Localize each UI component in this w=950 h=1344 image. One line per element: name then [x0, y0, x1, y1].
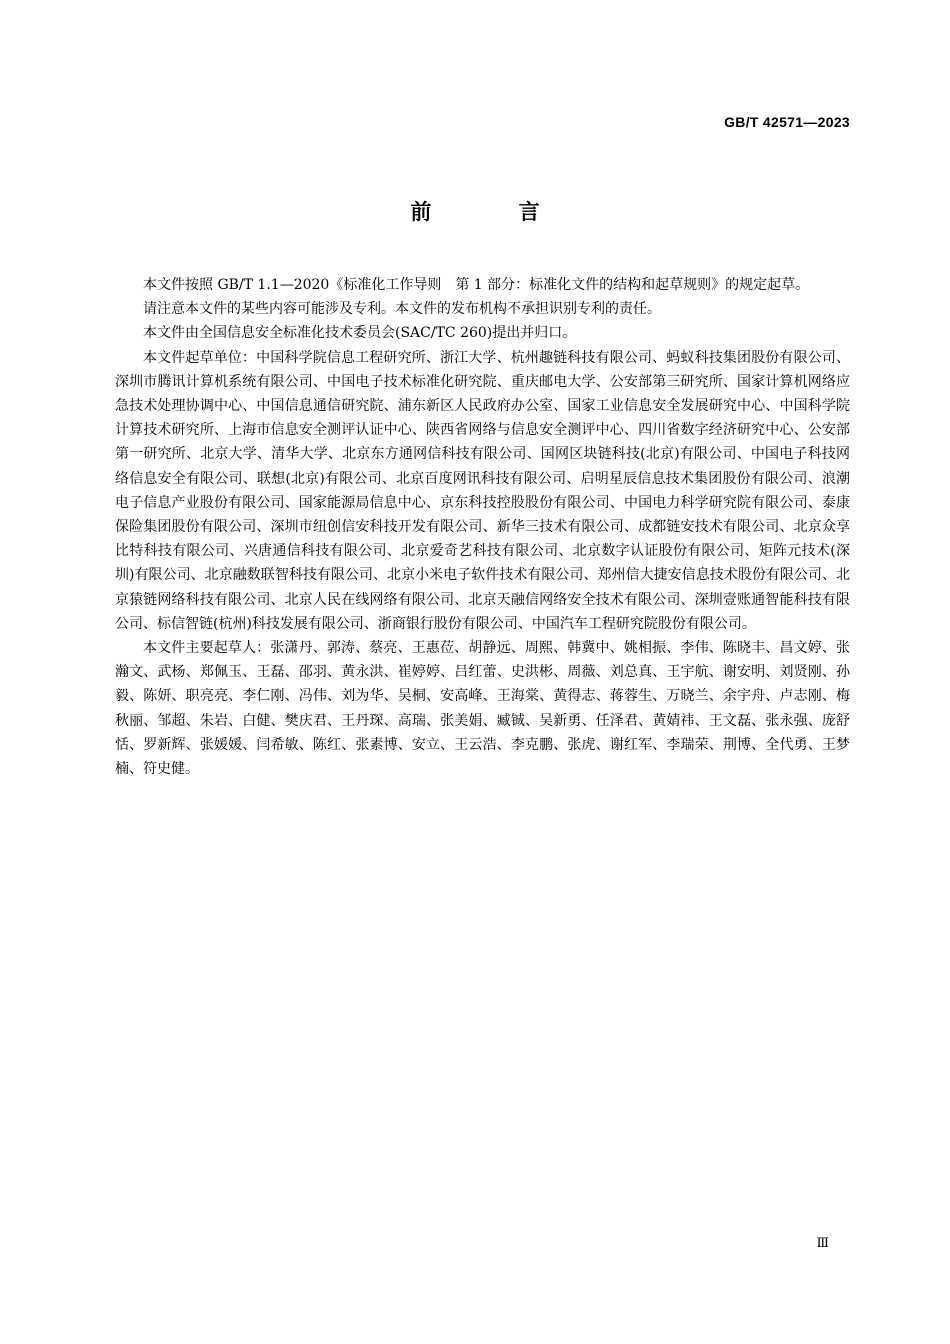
paragraph-proposing-body: 本文件由全国信息安全标准化技术委员会(SAC/TC 260)提出并归口。 — [143, 325, 577, 342]
standard-number: GB/T 42571—2023 — [724, 114, 850, 130]
foreword-body — [115, 273, 850, 781]
paragraph-drafting-organizations: 本文件起草单位：中国科学院信息工程研究所、浙江大学、杭州趣链科技有限公司、蚂蚁科技集团股份有限公司、深圳市腾讯计算机系统有限公司、中国电子技术标准化研究院、重庆邮电大学、公安部第三研究所、国家计算机网络应急技术处理协调中心、中国信息通信研究院、浦东新区人民政府办公室、国家工业信息安全发展研究中心、中国科学院计算技术研究所、上海市信息安全测评认证中心、陕西省网络与信息安全测评中心、四川省数字经济研究中心、公安部第一研究所、北京大学、清华大学、北京东方通网信科技有限公司、国网区块链科技(北京)有限公司、中国电子科技网络信息安全有限公司、联想(北京)有限公司、北京百度网讯科技有限公司、启明星辰信息技术集团股份有限公司、浪潮电子信息产业股份有限公司、国家能源局信息中心、京东科技控股股份有限公司、中国电力科学研究院有限公司、泰康保险集团股份有限公司、深圳市纽创信安科技开发有限公司、新华三技术有限公司、成都链安技术有限公司、北京众享比特科技有限公司、兴唐通信科技有限公司、北京爱奇艺科技有限公司、北京数字认证股份有限公司、矩阵元技术(深圳)有限公司、北京融数联智科技有限公司、北京小米电子软件技术有限公司、郑州信大捷安信息技术股份有限公司、北京猿链网络科技有限公司、北京人民在线网络有限公司、北京天融信网络安全技术有限公司、深圳壹账通智能科技有限公司、标信智链(杭州)科技发展有限公司、浙商银行股份有限公司、中国汽车工程研究院股份有限公司。 — [115, 349, 850, 632]
page-number: Ⅲ — [816, 1236, 829, 1251]
paragraph-drafting-rules: 本文件按照 GB/T 1.1—2020《标准化工作导则 第 1 部分：标准化文件的结构和起草规则》的规定起草。 — [143, 277, 810, 293]
paragraph-patent-notice: 请注意本文件的某些内容可能涉及专利。本文件的发布机构不承担识别专利的责任。 — [143, 301, 661, 318]
page-title: 前 言 — [410, 200, 580, 224]
paragraph-drafters: 本文件主要起草人：张潇丹、郭涛、蔡亮、王惠莅、胡静远、周熙、韩冀中、姚相振、李伟、陈晓丰、昌文婷、张瀚文、武杨、郑佩玉、王磊、邵羽、黄永洪、崔婷婷、吕红蕾、史洪彬、周薇、刘总真、王宇航、谢安明、刘贤刚、孙毅、陈妍、职亮亮、李仁刚、冯伟、刘为华、吴桐、安高峰、王海棠、黄得志、蒋蓉生、万晓兰、余宇舟、卢志刚、梅秋丽、邹超、朱岩、白健、樊庆君、王丹琛、高瑞、张美娟、臧铖、吴新勇、任泽君、黄婧祎、王文磊、张永强、庞舒恬、罗新辉、张媛媛、闫希敏、陈红、张素博、安立、王云浩、李克鹏、张虎、谢红军、李瑞荣、荆博、全代勇、王梦楠、符史健。 — [115, 640, 850, 778]
